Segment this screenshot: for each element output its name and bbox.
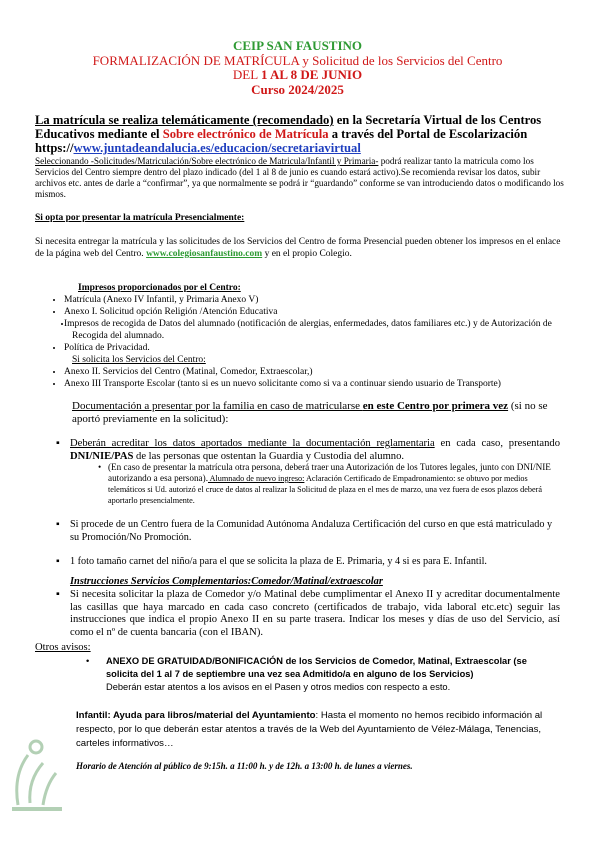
doc-sub-1: (En caso de presentar la matrícula otra persona, deberá traer una Autorización de los Tutores legales, junto con DNI/NIE autorizando a esa persona).	[108, 462, 551, 483]
doc-item-1-b: en cada caso, presentando	[434, 438, 560, 449]
doc-item-2	[56, 519, 560, 544]
intro-text-2: a través del Portal de Escolarización	[328, 127, 528, 141]
secretaria-virtual-link[interactable]: www.juntadeandalucia.es/educacion/secretariavirtual	[73, 141, 361, 155]
otros-heading	[35, 642, 565, 655]
instrucciones-text	[56, 589, 560, 639]
anexo-note-text: Deberán estar atentos a los avisos en el Pasen y otros medios con respecto a esto.	[106, 682, 451, 692]
school-year	[0, 82, 595, 98]
square-bullet-icon: ▪	[56, 589, 60, 600]
doc-item-1	[56, 438, 560, 463]
doc-heading-c: (si no se aportó previamente en la solicitud):	[72, 400, 548, 425]
bullet-icon: •	[98, 462, 102, 472]
servicios-list	[48, 366, 558, 390]
url-prefix: https://	[35, 141, 74, 155]
square-bullet-icon: ▪	[56, 438, 60, 449]
intro-text-1: en la Secretaría Virtual de los Centros Educativos mediante el	[35, 113, 542, 141]
doc-item-1-c: DNI/NIE/PAS	[70, 450, 134, 462]
presencial-heading-text: Si opta por presentar la matrícula Presencialmente:	[35, 213, 245, 223]
presencial-heading	[35, 212, 565, 224]
presencial-text-b: y en el propio Colegio.	[262, 249, 352, 259]
date-prefix: DEL	[232, 67, 261, 82]
impresos-section	[64, 282, 558, 390]
document-title: FORMALIZACIÓN DE MATRÍCULA y Solicitud de los Servicios del Centro	[92, 53, 503, 68]
impresos-heading: Impresos proporcionados por el Centro:	[78, 283, 241, 293]
colegio-web-link[interactable]: www.colegiosanfaustino.com	[146, 249, 263, 259]
intro-telematic: La matrícula se realiza telemáticamente (recomendado)	[35, 113, 334, 127]
doc-item-3-text: 1 foto tamaño carnet del niño/a para el que se solicita la plaza de E. Primaria, y 4 si es para E. Infantil.	[70, 556, 487, 567]
instrucciones-heading	[70, 576, 560, 589]
school-name: CEIP SAN FAUSTINO	[232, 38, 363, 53]
square-bullet-icon: ▪	[56, 556, 60, 567]
doc-heading-a: Documentación a presentar por la familia en caso de matricularse	[72, 400, 363, 412]
infantil-bold: Infantil: Ayuda para libros/material del Ayuntamiento	[76, 710, 316, 721]
documentacion-heading	[72, 400, 562, 426]
anexo-gratuidad-text: ANEXO DE GRATUIDAD/BONIFICACIÓN de los Servicios de Comedor, Matinal, Extraescolar (se solicita del 1 al 7 de septiembre una vez sea Admitido/a en alguno de los Servicios)	[106, 656, 527, 679]
impresos-list	[48, 294, 558, 354]
anexo-note	[106, 681, 561, 694]
infantil-ayuda	[76, 709, 561, 751]
anexo-gratuidad	[86, 655, 561, 680]
doc-heading-b: en este Centro por primera vez	[362, 400, 509, 412]
doc-item-1-d: de las personas que ostentan la Guardia y Custodia del alumno.	[133, 450, 405, 462]
bullet-icon: •	[86, 656, 90, 666]
doc-sub-item	[98, 462, 560, 506]
infantil-text: : Hasta el momento no hemos recibido información al respecto, por lo que deberán estar atentos a través de la Web del Ayuntamiento de Vélez-Málaga, Tenencias, carteles informativos…	[76, 710, 543, 749]
doc-item-3	[56, 556, 560, 569]
doc-item-1-a: Deberán acreditar los datos aportados mediante la documentación reglamentaria	[70, 438, 435, 449]
presencial-text	[35, 236, 565, 260]
doc-sub-new: Alumnado de nuevo ingreso:	[208, 474, 305, 483]
instrucciones-text-body: Si necesita solicitar la plaza de Comedor y/o Matinal debe cumplimentar el Anexo II y acreditar documentalmente las casillas que haya marcado en cada caso concreto (certificados de trabajo, vida laboral etc.etc) seguir las instrucciones que indica el propio Anexo II en su parte trasera. Indicar los meses y días de uso del Servicio, así como el nº de cuenta bancaria (con el IBAN).	[70, 589, 560, 638]
horario	[76, 760, 561, 772]
date-range	[0, 67, 595, 83]
doc-item-2-text: Si procede de un Centro fuera de la Comunidad Autónoma Andaluza Certificación del curso en que está matriculado y su Promoción/No Promoción.	[70, 519, 553, 543]
date-value: 1 AL 8 DE JUNIO	[260, 67, 363, 82]
intro-note-rest: podrá realizar tanto la matricula como los Servicios del Centro siempre dentro del plazo indicado (del 1 al 8 de junio es cuando estará activo).Se recomienda revisar los datos, subir archivos etc. antes de darle a “confirmar”, ya que normalmente se podrá ir “guardando” conforme se van introduciendo datos o modificando los mismos.	[35, 156, 564, 199]
servicios-heading: Si solicita los Servicios del Centro:	[72, 355, 206, 365]
curso-label: Curso	[251, 82, 289, 97]
intro-section	[35, 113, 565, 200]
list-item: • Anexo III Transporte Escolar (tanto si es un nuevo solicitante como si va a continuar siendo usuario de Transporte)	[64, 378, 558, 390]
intro-sobre: Sobre electrónico de Matrícula	[162, 127, 329, 141]
list-item: • Anexo I. Solicitud opción Religión /Atención Educativa	[64, 306, 558, 318]
square-bullet-icon: ▪	[56, 519, 60, 530]
instrucciones-heading-text: Instrucciones Servicios Complementarios:Comedor/Matinal/extraescolar	[70, 576, 383, 587]
doc-sub-new-rest: Aclaración Certificado de Empadronamiento: se obtuvo por medios telemáticos si Ud. autorizó el cruce de datos al realizar la Solicitud de plaza en el mes de marzo, una vez fuera de esos plazos deberá aportarlo presencialmente.	[108, 474, 542, 505]
list-item: • Anexo II. Servicios del Centro (Matinal, Comedor, Extraescolar,)	[64, 366, 558, 378]
intro-note-path: Seleccionando -Solicitudes/Matriculación/Sobre electrónico de Matricula/Infantil y Primaria-	[35, 156, 379, 166]
curso-value: 2024/2025	[288, 82, 344, 97]
junta-andalucia-logo-icon	[8, 735, 68, 815]
list-item: • Matrícula (Anexo IV Infantil, y Primaria Anexo V)	[64, 294, 558, 306]
intro-note	[35, 156, 565, 200]
list-item: • Política de Privacidad.	[64, 342, 558, 354]
horario-text: Horario de Atención al público de 9:15h. a 11:00 h. y de 12h. a 13:00 h. de lunes a viernes.	[76, 761, 413, 771]
intro-paragraph	[35, 113, 565, 155]
presencial-text-a: Si necesita entregar la matrícula y las solicitudes de los Servicios del Centro de forma Presencial pueden obtener los impresos en el enlace de la página web del Centro.	[35, 237, 561, 259]
list-item: • Impresos de recogida de Datos del alumnado (notificación de alergias, enfermedades, datos familiares etc.) y de Autorización de Recogida del alumnado.	[72, 318, 558, 342]
otros-heading-text: Otros avisos:	[35, 642, 91, 653]
